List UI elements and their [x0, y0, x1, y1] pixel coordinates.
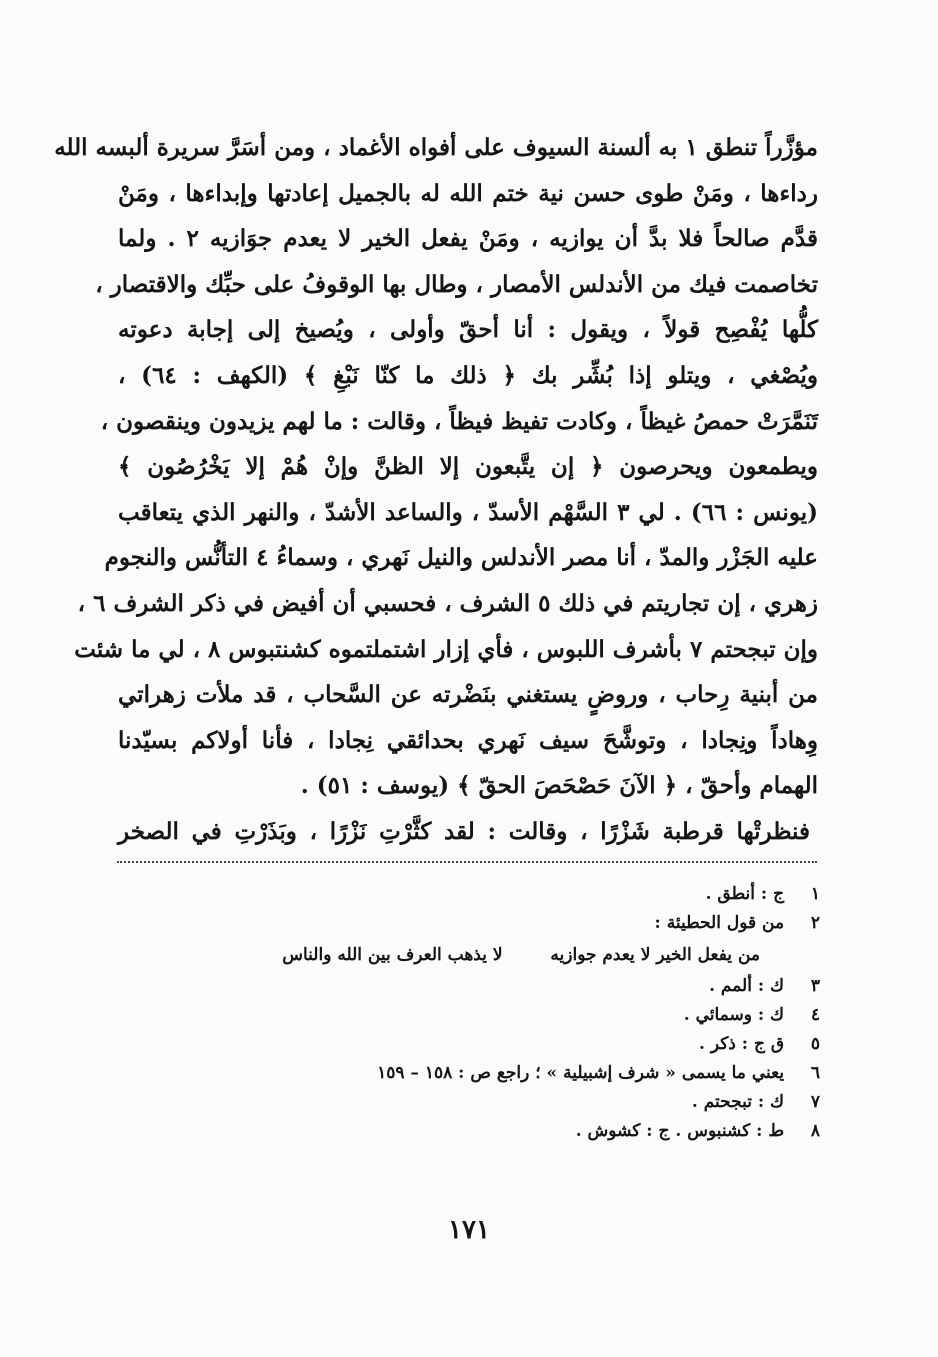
footnote-number: ٤ — [810, 1005, 820, 1025]
main-text — [54, 125, 818, 855]
footnote-text: ك : وسمائي . — [683, 1005, 785, 1025]
footnote-text: من قول الحطيئة : — [654, 913, 785, 933]
verse-first-hemistich: من يفعل الخير لا يعدم جوازيه — [550, 945, 760, 965]
text-line: ويُصْغي ، ويتلو إذا بُشِّر بك ﴿ ذلك ما كنّا نَبْغِ ﴾ (الكهف : ٦٤) ، — [118, 361, 818, 389]
footnote-text: ق ج : ذكر . — [699, 1034, 785, 1054]
text-line: فنظرتْها قرطبة شَزْرًا ، وقالت : لقد كثَّرْتِ نَزْرًا ، وبَذَرْتِ في الصخر — [118, 817, 810, 845]
text-line: زهري ، إن تجاريتم في ذلك ٥ الشرف ، فحسبي أن أفيض في ذكر الشرف ٦ ، — [77, 589, 818, 617]
footnote-text: يعني ما يسمى « شرف إشبيلية » ؛ راجع ص : ١٥٨ – ١٥٩ — [377, 1063, 785, 1083]
footnote-text: ك : تبجحتم . — [691, 1092, 785, 1112]
footnote-3 — [118, 972, 820, 1001]
text-line: عليه الجَزْر والمدّ ، أنا مصر الأندلس والنيل نَهري ، وسماءُ ٤ التأنُّس والنجوم — [104, 544, 818, 572]
verse-second-hemistich: لا يذهب العرف بين الله والناس — [282, 945, 503, 965]
text-line: من أبنية رِحاب ، وروضٍ يستغني بنَضْرته عن السَّحاب ، قد ملأت زهراتي — [118, 681, 818, 709]
footnote-number: ٧ — [810, 1092, 820, 1112]
footnote-text: ك : ألمم . — [709, 976, 785, 996]
text-line: مؤزَّراً تنطق ١ به ألسنة السيوف على أفواه الأغماد ، ومن أسَرَّ سريرة ألبسه الله — [54, 134, 818, 161]
page-number: ١٧١ — [448, 1215, 490, 1245]
text-line: وإن تبجحتم ٧ بأشرف اللبوس ، فأي إزار اشتملتموه كشنتبوس ٨ ، لي ما شئت — [74, 635, 818, 663]
footnote-number: ٥ — [810, 1034, 820, 1054]
poetry-verse — [118, 938, 820, 972]
text-line: تخاصمت فيك من الأندلس الأمصار ، وطال بها الوقوفُ على حبِّك والاقتصار ، — [95, 270, 818, 298]
footnote-number: ٣ — [810, 976, 820, 996]
text-line: (يونس : ٦٦) . لي ٣ السَّهْم الأسدّ ، والساعد الأشدّ ، والنهر الذي يتعاقب — [118, 498, 818, 526]
footnote-2 — [118, 909, 820, 938]
footnote-text: ج : أنطق . — [705, 884, 785, 904]
footnote-separator — [117, 861, 817, 863]
footnote-text: ط : كشنبوس . ج : كشوش . — [575, 1121, 785, 1141]
footnote-number: ١ — [810, 884, 820, 904]
footnote-7 — [118, 1088, 820, 1117]
footnotes — [118, 880, 820, 1146]
text-line: قدَّم صالحاً فلا بدَّ أن يوازيه ، ومَنْ يفعل الخير لا يعدم جوَازيه ٢ . ولما — [118, 225, 818, 253]
text-line: رداءها ، ومَنْ طوى حسن نية ختم الله له بالجميل إعادتها وإبداءها ، ومَنْ — [118, 179, 818, 207]
text-line: الهمام وأحقّ ، ﴿ الآنَ حَصْحَصَ الحقّ ﴾ (يوسف : ٥١) . — [300, 772, 818, 800]
footnote-8 — [118, 1117, 820, 1146]
footnote-1 — [118, 880, 820, 909]
footnote-number: ٦ — [810, 1063, 820, 1083]
footnote-5 — [118, 1030, 820, 1059]
footnote-number: ٢ — [810, 913, 820, 933]
footnote-4 — [118, 1001, 820, 1030]
text-line: ويطمعون ويحرصون ﴿ إن يتَّبعون إلا الظنَّ وإنْ هُمْ إلا يَخْرُصُون ﴾ — [118, 453, 818, 481]
footnote-6 — [118, 1059, 820, 1088]
footnote-number: ٨ — [810, 1121, 820, 1141]
text-line: تَنَمَّرَتْ حمصُ غيظاً ، وكادت تفيظ فيظاً ، وقالت : ما لهم يزيدون وينقصون ، — [100, 407, 818, 435]
text-line: كلُّها يُفْصِح قولاً ، ويقول : أنا أحقّ وأولى ، ويُصيخ إلى إجابة دعوته — [118, 316, 818, 344]
text-line: وِهاداً ونِجادا ، وتوشَّحَ سيف نَهري بحدائقي نِجادا ، فأنا أولاكم بسيّدنا — [118, 726, 818, 754]
